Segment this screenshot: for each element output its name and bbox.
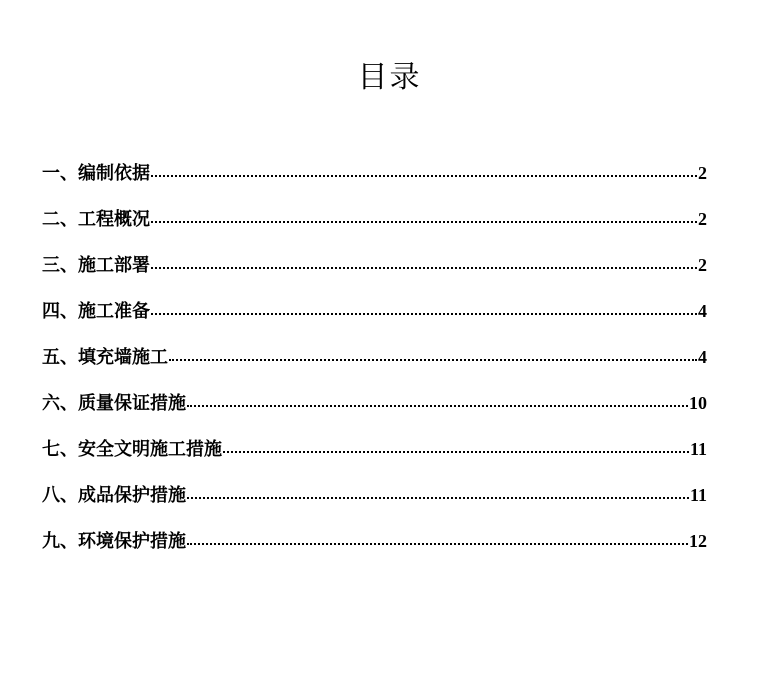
toc-dot-leader (169, 339, 697, 361)
toc-dot-leader (151, 293, 697, 315)
toc-dot-leader (223, 431, 689, 453)
toc-entry-label: 三、施工部署 (42, 255, 150, 276)
toc-page-number: 12 (689, 531, 707, 551)
toc-entry-label: 一、编制依据 (42, 163, 150, 184)
toc-entry-label: 七、安全文明施工措施 (42, 439, 222, 460)
toc-entry[interactable] (42, 341, 707, 387)
toc-dot-leader (151, 247, 697, 269)
toc-page-number: 4 (698, 347, 707, 367)
toc-dot-leader (151, 201, 697, 223)
toc-entry-label: 二、工程概况 (42, 209, 150, 230)
toc-entry[interactable] (42, 295, 707, 341)
toc-page-number: 2 (698, 209, 707, 229)
toc-page-number: 2 (698, 163, 707, 183)
toc-entry[interactable] (42, 525, 707, 571)
toc-dot-leader (187, 385, 688, 407)
toc-entry[interactable] (42, 433, 707, 479)
toc-entry-label: 六、质量保证措施 (42, 393, 186, 414)
toc-dot-leader (187, 477, 689, 499)
toc-page-number: 11 (689, 439, 707, 459)
toc-page-number: 2 (698, 255, 707, 275)
toc-entry-label: 四、施工准备 (42, 301, 150, 322)
toc-title: 目录 (357, 60, 422, 95)
toc-dot-leader (151, 155, 697, 177)
toc-entry[interactable] (42, 479, 707, 525)
toc-page-number: 4 (698, 301, 707, 321)
toc-list (42, 157, 707, 571)
toc-entry[interactable] (42, 203, 707, 249)
toc-entry-label: 五、填充墙施工 (42, 347, 168, 368)
toc-entry[interactable] (42, 387, 707, 433)
toc-entry-label: 九、环境保护措施 (42, 531, 186, 552)
toc-entry[interactable] (42, 157, 707, 203)
toc-dot-leader (187, 523, 688, 545)
toc-page-number: 10 (689, 393, 707, 413)
toc-entry[interactable] (42, 249, 707, 295)
toc-entry-label: 八、成品保护措施 (42, 485, 186, 506)
toc-page-number: 11 (689, 485, 707, 505)
